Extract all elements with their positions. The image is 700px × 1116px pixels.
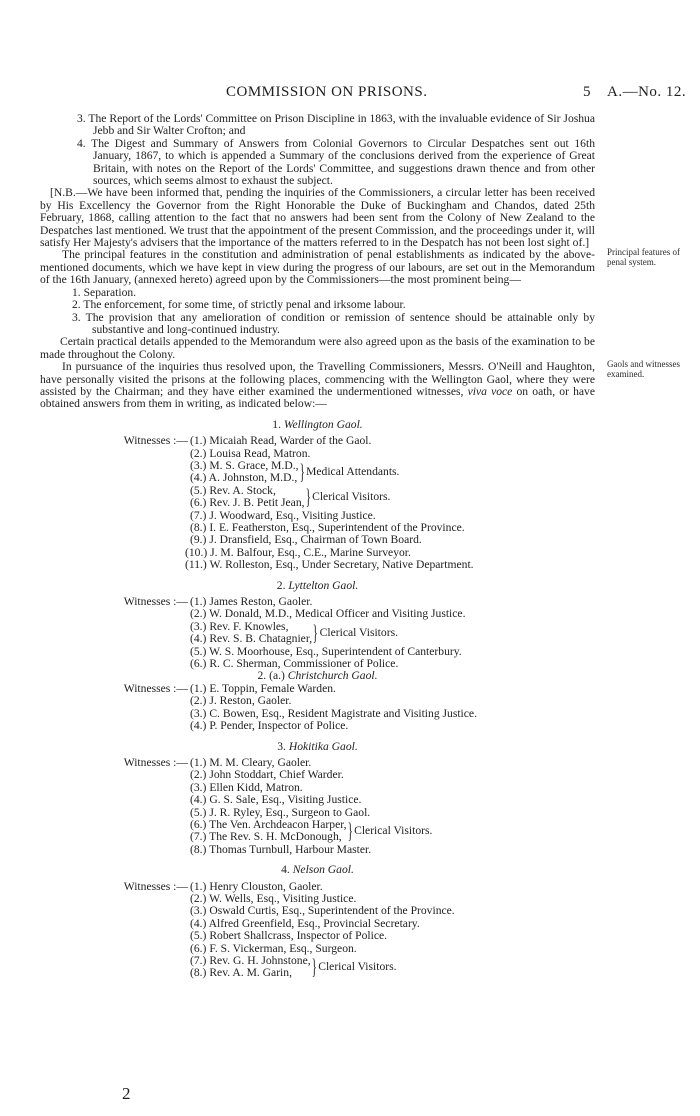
- brace-icon: }: [299, 459, 305, 485]
- witness-line: (2.) John Stoddart, Chief Warder.: [190, 768, 344, 782]
- witness-line: Witnesses :— (1.) E. Toppin, Female Warden.: [123, 681, 336, 695]
- margin-note-gaols-witnesses: Gaols and witnesses examined.: [607, 359, 680, 379]
- brace-icon: }: [347, 818, 353, 844]
- witness-line: (5.) W. S. Moorhouse, Esq., Superintendent of Canterbury.: [190, 644, 462, 658]
- certain-paragraph: Certain practical details appended to the Memorandum were also agreed upon as the basis of the examination to be made throughout the Colony.: [40, 335, 595, 361]
- brace-icon: }: [311, 954, 317, 980]
- intro-item: 4. The Digest and Summary of Answers from Colonial Governors to Circular Despatches sent out 16th January, 1867, to which is appended a Summary of the conclusions derived from the experience of Great Britain, with notes on the Report of the Lords' Committee, and suggestions drawn thence and from other sources, which seems almost to exhaust the subject.: [77, 136, 595, 188]
- witness-group-clerical: (3.) Rev. F. Knowles, (4.) Rev. S. B. Chatagnier, } Clerical Visitors.: [190, 619, 398, 646]
- witness-line: (5.) Robert Shallcrass, Inspector of Police.: [190, 929, 388, 943]
- witness-line: (2.) W. Wells, Esq., Visiting Justice.: [190, 891, 357, 905]
- signature-mark: 2: [122, 1084, 131, 1103]
- witness-line: (6.) R. C. Sherman, Commissioner of Police.: [190, 657, 399, 671]
- witness-line: (2.) J. Reston, Gaoler.: [190, 694, 292, 708]
- section-title-wellington: 1. Wellington Gaol.: [272, 417, 363, 431]
- page-number: 5: [583, 84, 591, 100]
- intro-item: 3. The Report of the Lords' Committee on Prison Discipline in 1863, with the invaluable evidence of Sir Joshua Jebb and Sir Walter Crofton; and: [77, 112, 595, 138]
- witness-line: Witnesses :— (1.) Henry Clouston, Gaoler.: [123, 879, 323, 893]
- section-title-hokitika: 3. Hokitika Gaol.: [277, 739, 358, 753]
- margin-note-principal-features: Principal features of penal system.: [607, 247, 680, 267]
- nb-paragraph: [N.B.—We have been informed that, pending the inquiries of the Commissioners, a circular letter has been received by His Excellency the Governor from the Right Honorable the Duke of Buckingham and Chandos, dated 25th February, 1868, calling attention to the fact that no answers had been sent from the Colony of New Zealand to the Despatches last mentioned. We trust that the appointment of the present Commission, and the proceedings under it, will satisfy Her Majesty's advisers that the importance of the matters referred to in the Despatch has not been lost sight of.]: [40, 186, 595, 250]
- witness-line: (8.) Thomas Turnbull, Harbour Master.: [190, 842, 372, 856]
- feature-item: 1. Separation.: [72, 285, 137, 299]
- principal-features-paragraph: The principal features in the constitution and administration of penal establishments as indicated by the above-mentioned documents, which we have kept in view during the progress of our labours, are set out in the Memorandum of the 16th January, (annexed hereto) agreed upon by the Commissioners—the most prominent being—: [40, 248, 595, 287]
- witness-line: (3.) Oswald Curtis, Esq., Superintendent of the Province.: [190, 904, 455, 918]
- witness-line: (4.) G. S. Sale, Esq., Visiting Justice.: [190, 793, 362, 807]
- witness-line: (4.) P. Pender, Inspector of Police.: [190, 719, 349, 733]
- document-reference: A.—No. 12.: [607, 84, 687, 100]
- witness-line: (10.) J. M. Balfour, Esq., C.E., Marine Surveyor.: [185, 545, 411, 559]
- witness-line: Witnesses :— (1.) M. M. Cleary, Gaoler.: [123, 755, 312, 769]
- witness-line: (6.) F. S. Vickerman, Esq., Surgeon.: [190, 941, 357, 955]
- witness-line: (5.) J. R. Ryley, Esq., Surgeon to Gaol.: [190, 805, 371, 819]
- page-body: [40, 113, 595, 980]
- brace-icon: }: [312, 620, 319, 646]
- witness-group-clerical: (5.) Rev. A. Stock, (6.) Rev. J. B. Petit Jean, } Clerical Visitors.: [190, 483, 391, 510]
- feature-item: 3. The provision that any amelioration of condition or remission of sentence should be attainable only by substantive and long-continued industry.: [72, 310, 595, 336]
- witness-line: (2.) W. Donald, M.D., Medical Officer and Visiting Justice.: [190, 607, 466, 621]
- witness-line: (4.) Alfred Greenfield, Esq., Provincial Secretary.: [190, 916, 420, 930]
- witness-group-clerical: (7.) Rev. G. H. Johnstone, (8.) Rev. A. M. Garin, } Clerical Visitors.: [190, 954, 397, 980]
- section-title-lyttelton: 2. Lyttelton Gaol.: [276, 578, 359, 592]
- witness-line: (3.) Ellen Kidd, Matron.: [190, 780, 303, 794]
- witness-group-medical: (3.) M. S. Grace, M.D., (4.) A. Johnston, M.D., } Medical Attendants.: [190, 458, 400, 485]
- running-title: COMMISSION ON PRISONS.: [226, 84, 428, 100]
- pursuance-paragraph: In pursuance of the inquiries thus resolved upon, the Travelling Commissioners, Messrs. O'Neill and Haughton, have personally visited the prisons at the following places, commencing with the Wellington Gaol, where they were assisted by the Chairman; and they have either examined the undermentioned witnesses, viva voce on oath, or have obtained answers from them in writing, as indicated below:—: [40, 360, 595, 411]
- witness-line: (2.) Louisa Read, Matron.: [190, 446, 311, 460]
- witness-line: (7.) J. Woodward, Esq., Visiting Justice.: [190, 508, 376, 522]
- brace-icon: }: [305, 484, 311, 510]
- witness-line: Witnesses :— (1.) James Reston, Gaoler.: [123, 595, 313, 609]
- feature-item: 2. The enforcement, for some time, of strictly penal and irksome labour.: [72, 298, 406, 312]
- witness-line: (8.) I. E. Featherston, Esq., Superintendent of the Province.: [190, 521, 465, 534]
- witness-line: (3.) C. Bowen, Esq., Resident Magistrate and Visiting Justice.: [190, 706, 477, 720]
- witness-line: (11.) W. Rolleston, Esq., Under Secretary, Native Department.: [185, 558, 474, 572]
- witness-line: (9.) J. Dransfield, Esq., Chairman of Town Board.: [190, 533, 422, 547]
- section-title-christchurch: 2. (a.) Christchurch Gaol.: [257, 669, 378, 683]
- witness-line: Witnesses :— (1.) Micaiah Read, Warder of the Gaol.: [123, 434, 372, 448]
- witness-group-clerical: (6.) The Ven. Archdeacon Harper, (7.) The Rev. S. H. McDonough, } Clerical Visitors.: [190, 817, 433, 844]
- section-title-nelson: 4. Nelson Gaol.: [281, 863, 354, 877]
